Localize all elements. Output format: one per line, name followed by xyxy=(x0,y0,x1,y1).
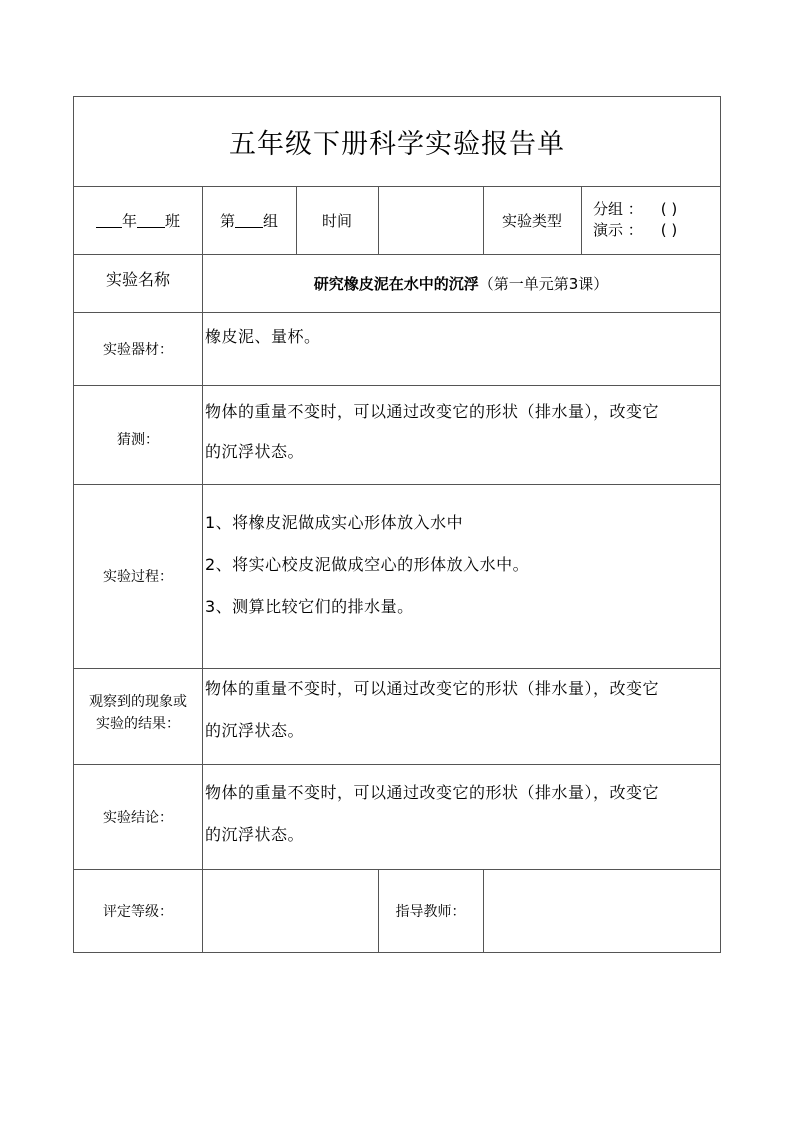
demo-label: 演示 ： xyxy=(593,221,643,239)
grouping-label: 分组 ： xyxy=(593,200,643,218)
experiment-name-note: （第一单元第3课） xyxy=(478,274,609,293)
process-step: 3、测算比较它们的排水量。 xyxy=(205,597,414,616)
grade-value-field[interactable] xyxy=(202,869,378,952)
materials-label: 实验器材： xyxy=(103,341,173,358)
demo-paren: ( ) xyxy=(660,221,678,239)
process-steps xyxy=(202,484,720,668)
experiment-type-options xyxy=(581,186,720,254)
observation-label xyxy=(74,668,202,764)
grade-label: 评定等级： xyxy=(103,903,173,920)
guess-line: 的沉浮状态。 xyxy=(205,442,305,461)
time-value-field[interactable] xyxy=(378,186,483,254)
experiment-name-label: 实验名称 xyxy=(105,269,170,289)
teacher-label: 指导教师： xyxy=(395,903,466,920)
process-label: 实验过程： xyxy=(103,569,173,585)
group-number-field[interactable] xyxy=(202,186,296,254)
page-title: 五年级下册科学实验报告单 xyxy=(229,129,565,160)
group-blank[interactable] xyxy=(235,213,263,228)
time-label: 时间 xyxy=(321,211,352,230)
conclusion-line: 物体的重量不变时，可以通过改变它的形状（排水量），改变它 xyxy=(205,783,660,802)
class-blank[interactable] xyxy=(137,213,165,228)
materials-text: 橡皮泥、量杯。 xyxy=(205,327,321,346)
observation-label-line: 观察到的现象或 xyxy=(89,694,187,710)
conclusion-label: 实验结论： xyxy=(103,809,173,826)
grouping-paren: ( ) xyxy=(660,200,678,218)
experiment-name-main: 研究橡皮泥在水中的沉浮 xyxy=(313,274,479,293)
process-step: 1、将橡皮泥做成实心形体放入水中 xyxy=(205,513,464,532)
observation-label-line: 实验的结果： xyxy=(96,716,180,732)
conclusion-line: 的沉浮状态。 xyxy=(205,825,305,844)
year-label: 年 xyxy=(121,211,137,230)
demo-option[interactable] xyxy=(593,220,677,241)
group-suffix: 组 xyxy=(263,211,279,230)
class-year-field[interactable] xyxy=(74,186,202,254)
grouping-option[interactable] xyxy=(593,199,677,220)
guess-label: 猜测： xyxy=(117,431,159,448)
experiment-type-label: 实验类型 xyxy=(501,211,562,230)
group-prefix: 第 xyxy=(219,211,235,230)
observation-line: 的沉浮状态。 xyxy=(205,721,305,740)
year-blank[interactable] xyxy=(96,213,122,228)
report-sheet xyxy=(73,96,721,953)
observation-text xyxy=(202,668,720,764)
observation-line: 物体的重量不变时，可以通过改变它的形状（排水量），改变它 xyxy=(205,679,660,698)
guess-text xyxy=(202,387,720,484)
teacher-value-field[interactable] xyxy=(483,869,720,952)
class-label: 班 xyxy=(165,211,181,230)
experiment-name xyxy=(202,254,720,312)
process-step: 2、将实心校皮泥做成空心的形体放入水中。 xyxy=(205,555,530,574)
guess-line: 物体的重量不变时，可以通过改变它的形状（排水量），改变它 xyxy=(205,402,660,421)
conclusion-text xyxy=(202,764,720,869)
